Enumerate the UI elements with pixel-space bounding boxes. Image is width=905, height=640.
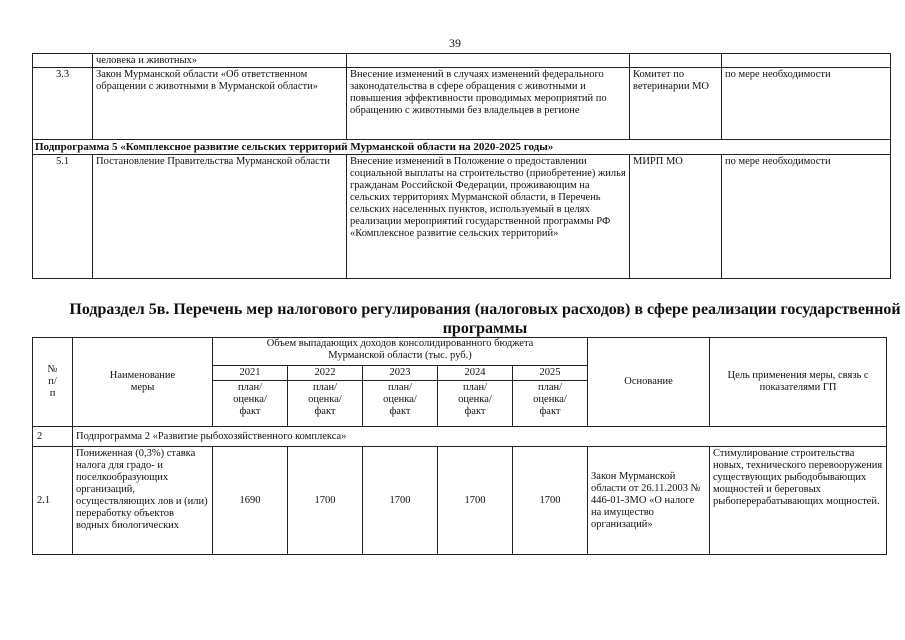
executor-cell: Комитет по ветеринарии МО: [630, 68, 722, 140]
fragment-cell: человека и животных»: [93, 54, 347, 68]
row-number: 5.1: [33, 155, 93, 279]
basis-header: Основание: [588, 338, 710, 427]
year-header: 2022: [288, 366, 363, 381]
section-heading: Подраздел 5в. Перечень мер налогового регулирования (налоговых расходов) в сфере реализации государственной программы: [69, 301, 901, 337]
subprogram-title: Подпрограмма 5 «Комплексное развитие сельских территорий Мурманской области на 2020-2025 годы»: [33, 140, 891, 155]
plan-header: план/ оценка/ факт: [438, 381, 513, 427]
value-cell: 1700: [438, 447, 513, 555]
executor-cell: МИРП МО: [630, 155, 722, 279]
num-header: № п/п: [33, 338, 73, 427]
year-header: 2025: [513, 366, 588, 381]
plan-header: план/ оценка/ факт: [513, 381, 588, 427]
term-cell: по мере необходимости: [722, 155, 891, 279]
change-cell: Внесение изменений в случаях изменений федерального законодательства в сфере обращения с животными и повышения эффективности проводимых мероприятий по обращению с животными без владельцев в регионе: [347, 68, 630, 140]
value-cell: 1700: [288, 447, 363, 555]
table-row: [33, 155, 891, 279]
name-header: Наименование меры: [73, 338, 213, 427]
plan-header: план/ оценка/ факт: [213, 381, 288, 427]
plan-header: план/ оценка/ факт: [363, 381, 438, 427]
act-cell: Закон Мурманской области «Об ответственном обращении с животными в Мурманской области»: [93, 68, 347, 140]
subprogram-row: [33, 140, 891, 155]
change-cell: Внесение изменений в Положение о предоставлении социальной выплаты на строительство (приобретение) жилья гражданам Российской Федерации, проживающим на сельских территориях Мурманской области, в Перечень сельских населенных пунктов, используемый в целях реализации мероприятий государственной программы РФ «Комплексное развитие сельских территорий»: [347, 155, 630, 279]
measure-name: Пониженная (0,3%) ставка налога для градо- и поселкообразующих организаций, осуществляющих лов и (или) переработку объектов водных биологических: [73, 447, 213, 555]
volume-header: Объем выпадающих доходов консолидированного бюджета Мурманской области (тыс. руб.): [213, 338, 588, 366]
value-cell: 1700: [363, 447, 438, 555]
table-row: [33, 54, 891, 68]
subprogram-number: 2: [33, 427, 73, 447]
value-cell: 1700: [513, 447, 588, 555]
table-row: [33, 68, 891, 140]
table-row: [33, 447, 887, 555]
act-cell: Постановление Правительства Мурманской области: [93, 155, 347, 279]
row-number: 2.1: [33, 447, 73, 555]
tax-measures-table: [32, 337, 887, 555]
goal-header: Цель применения меры, связь с показателями ГП: [710, 338, 887, 427]
term-cell: по мере необходимости: [722, 68, 891, 140]
header-row: [33, 338, 887, 366]
subprogram-title: Подпрограмма 2 «Развитие рыбохозяйственного комплекса»: [73, 427, 887, 447]
subprogram-row: [33, 427, 887, 447]
value-cell: 1690: [213, 447, 288, 555]
page-number: 39: [449, 36, 461, 50]
basis-cell: Закон Мурманской области от 26.11.2003 № 446-01-ЗМО «О налоге на имущество организаций»: [588, 447, 710, 555]
plan-header: план/ оценка/ факт: [288, 381, 363, 427]
goal-cell: Стимулирование строительства новых, технического перевооружения существующих рыбодобывающих мощностей и береговых рыбоперерабатывающих мощностей.: [710, 447, 887, 555]
row-number: 3.3: [33, 68, 93, 140]
year-header: 2021: [213, 366, 288, 381]
year-header: 2023: [363, 366, 438, 381]
year-header: 2024: [438, 366, 513, 381]
legal-acts-table: [32, 53, 891, 279]
